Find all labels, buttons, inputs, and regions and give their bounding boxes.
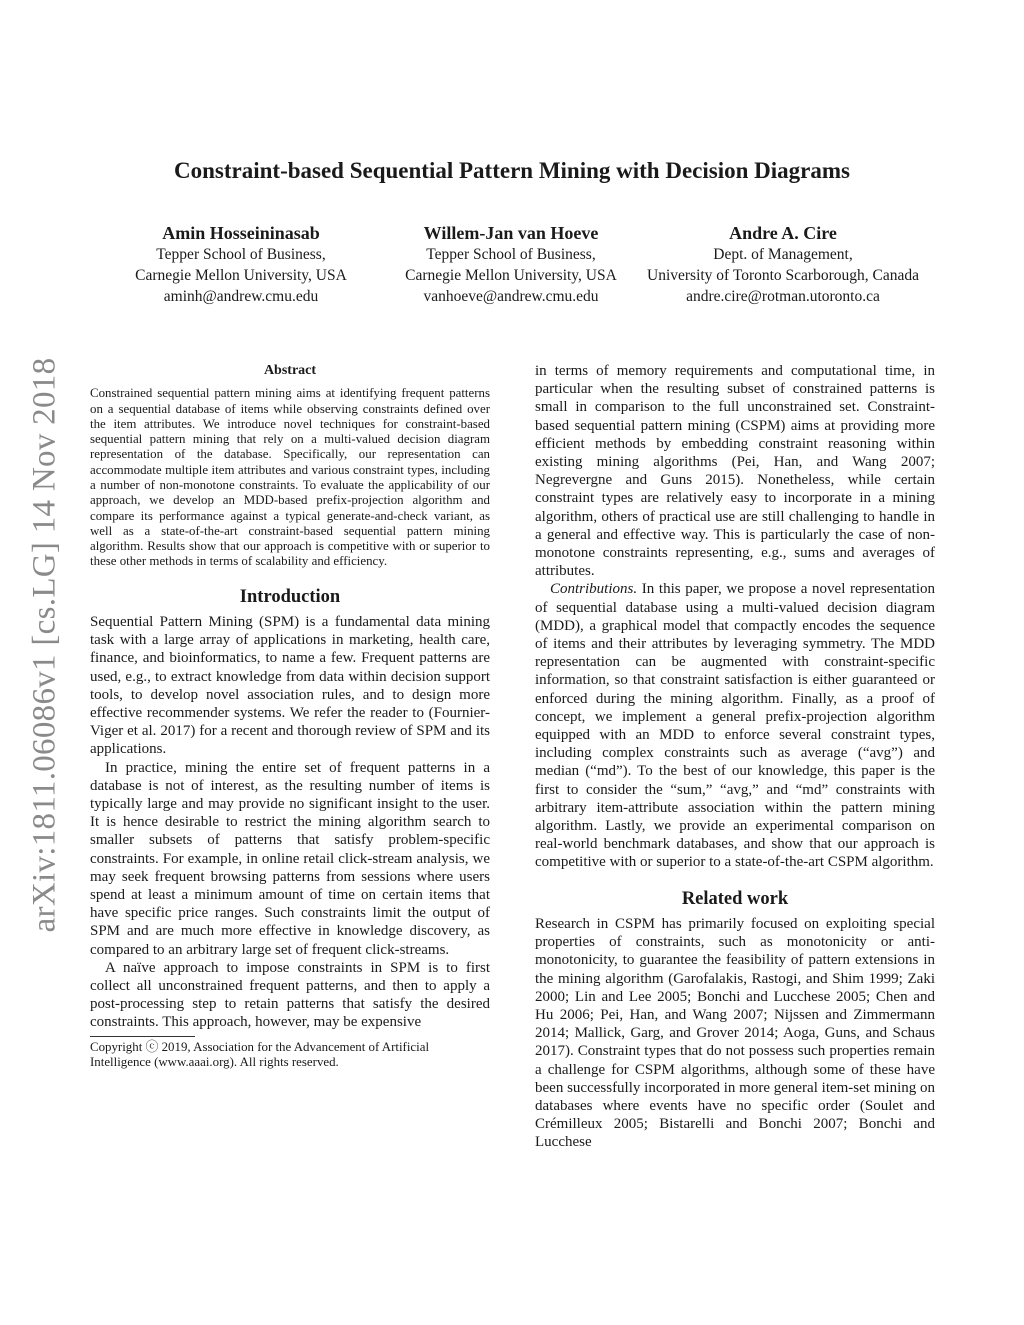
author-affiliation: Tepper School of Business,	[156, 246, 326, 263]
author-name: Andre A. Cire	[729, 223, 837, 243]
introduction-heading: Introduction	[239, 586, 341, 607]
author-block-3	[630, 222, 936, 307]
abstract-text: Constrained sequential pattern mining aims at identifying frequent patterns on a sequential database of items while observing constraints defined over the item attributes. We introduce novel techniques for constraint-based sequential pattern mining that rely on a multi-valued decision diagram representation of the database. Specifically, our representation can accommodate multiple item attributes and various constraint types, including a number of non-monotone constraints. To evaluate the applicability of our approach, we develop an MDD-based prefix-projection algorithm and compare its performance against a typical generate-and-check variant, as well as a state-of-the-art constraint-based sequential pattern mining algorithm. Results show that our approach is competitive with or superior to these other methods in terms of scalability and efficiency.	[90, 386, 490, 569]
author-block-2	[392, 222, 630, 307]
contributions-label: Contributions.	[550, 581, 638, 598]
author-email: andre.cire@rotman.utoronto.ca	[686, 288, 880, 305]
author-email: vanhoeve@andrew.cmu.edu	[423, 288, 599, 305]
author-affiliation: Dept. of Management,	[713, 246, 853, 263]
related-work-heading: Related work	[681, 888, 789, 909]
author-name: Willem-Jan van Hoeve	[423, 223, 599, 243]
author-block-1	[90, 222, 392, 307]
author-affiliation: University of Toronto Scarborough, Canada	[647, 267, 919, 284]
arxiv-sidebar	[0, 0, 90, 1325]
introduction-paragraph-3: A naïve approach to impose constraints in SPM is to first collect all unconstrained frequent patterns, and then to apply a post-processing step to retain patterns that satisfy the desired constraints. This approach, however, may be expensive	[90, 959, 490, 1031]
related-work-paragraph: Research in CSPM has primarily focused on exploiting special properties of constraints, such as monotonicity or anti-monotonicity, to guarantee the feasibility of pattern extensions in the mining algorithm (Garofalakis, Rastogi, and Shim 1999; Zaki 2000; Lin and Lee 2005; Bonchi and Lucchese 2005; Chen and Hu 2006; Pei, Han, and Wang 2007; Nijssen and Zimmermann 2014; Mallick, Garg, and Grover 2014; Aoga, Guns, and Schaus 2017). Constraint types that do not possess such properties remain a challenge for CSPM algorithms, although some of these have been successfully incorporated in more general item-set mining on databases where events have no specific order (Soulet and Crémilleux 2005; Bistarelli and Bonchi 2007; Bonchi and Lucchese	[535, 915, 935, 1151]
abstract-heading: Abstract	[263, 363, 317, 378]
author-email: aminh@andrew.cmu.edu	[163, 288, 319, 305]
contributions-paragraph	[535, 580, 935, 871]
introduction-paragraph-2: In practice, mining the entire set of frequent patterns in a database is not of interest, as the resulting number of items is typically large and may provide no significant insight to the user. It is hence desirable to restrict the mining algorithm search to smaller subsets of patterns that satisfy problem-specific constraints. For example, in online retail click-stream analysis, we may seek frequent browsing patterns from sessions where users spend at least a minimum amount of time on certain items that have specific price ranges. Such constraints limit the output of SPM and are much more effective in knowledge discovery, as compared to an arbitrary large set of frequent click-streams.	[90, 759, 490, 958]
footnote-line-1: Copyright ⓒ 2019, Association for the Advancement of Artificial	[90, 1039, 430, 1054]
author-affiliation: Tepper School of Business,	[426, 246, 596, 263]
paper-title: Constraint-based Sequential Pattern Mining with Decision Diagrams	[174, 158, 850, 183]
footnote-divider	[90, 1036, 195, 1037]
right-column	[535, 362, 935, 1152]
author-name: Amin Hosseininasab	[162, 223, 320, 243]
introduction-paragraph-4: in terms of memory requirements and computational time, in particular when the resulting subset of constrained patterns is small in comparison to the full unconstrained set. Constraint-based sequential pattern mining (CSPM) aims at providing more efficient methods by embedding constraint reasoning within existing mining algorithms (Pei, Han, and Wang 2007; Negrevergne and Guns 2015). Nonetheless, while certain constraint types are relatively easy to incorporate in a mining algorithm, others of practical use are still challenging to handle in a general and effective way. This is particularly the case of non-monotone constraints representing, e.g., sums and averages of attributes.	[535, 363, 935, 580]
contributions-text: In this paper, we propose a novel representation of sequential database using a multi-valued decision diagram (MDD), a graphical model that compactly encodes the sequence of items and their attributes by leveraging symmetry. The MDD representation can be augmented with constraint-specific information, so that constraint satisfaction is either guaranteed or enforced during the mining algorithm. Finally, as a proof of concept, we implement a general prefix-projection algorithm equipped with an MDD to enforce several constraint types, including complex constraints such as average (“avg”) and median (“md”). To the best of our knowledge, this paper is the first to consider the “sum,” “avg,” and “md” constraints with arbitrary item-attribute association within the pattern mining algorithm. Lastly, we provide an experimental comparison on real-world benchmark databases, and show that our approach is competitive with or superior to a state-of-the-art CSPM algorithm.	[535, 581, 935, 871]
arxiv-identifier: arXiv:1811.06086v1 [cs.LG] 14 Nov 2018	[26, 357, 63, 933]
author-affiliation: Carnegie Mellon University, USA	[405, 267, 617, 284]
left-column	[90, 362, 490, 1071]
introduction-paragraph-1: Sequential Pattern Mining (SPM) is a fundamental data mining task with a large array of applications in marketing, health care, finance, and bioinformatics, to name a few. Frequent patterns are used, e.g., to extract knowledge from data within decision support tools, to develop novel association rules, and to design more effective recommender systems. We refer the reader to (Fournier-Viger et al. 2017) for a recent and thorough review of SPM and its applications.	[90, 613, 490, 758]
copyright-footnote	[90, 1040, 490, 1071]
footnote-line-2: Intelligence (www.aaai.org). All rights reserved.	[90, 1055, 339, 1070]
author-affiliation: Carnegie Mellon University, USA	[135, 267, 347, 284]
